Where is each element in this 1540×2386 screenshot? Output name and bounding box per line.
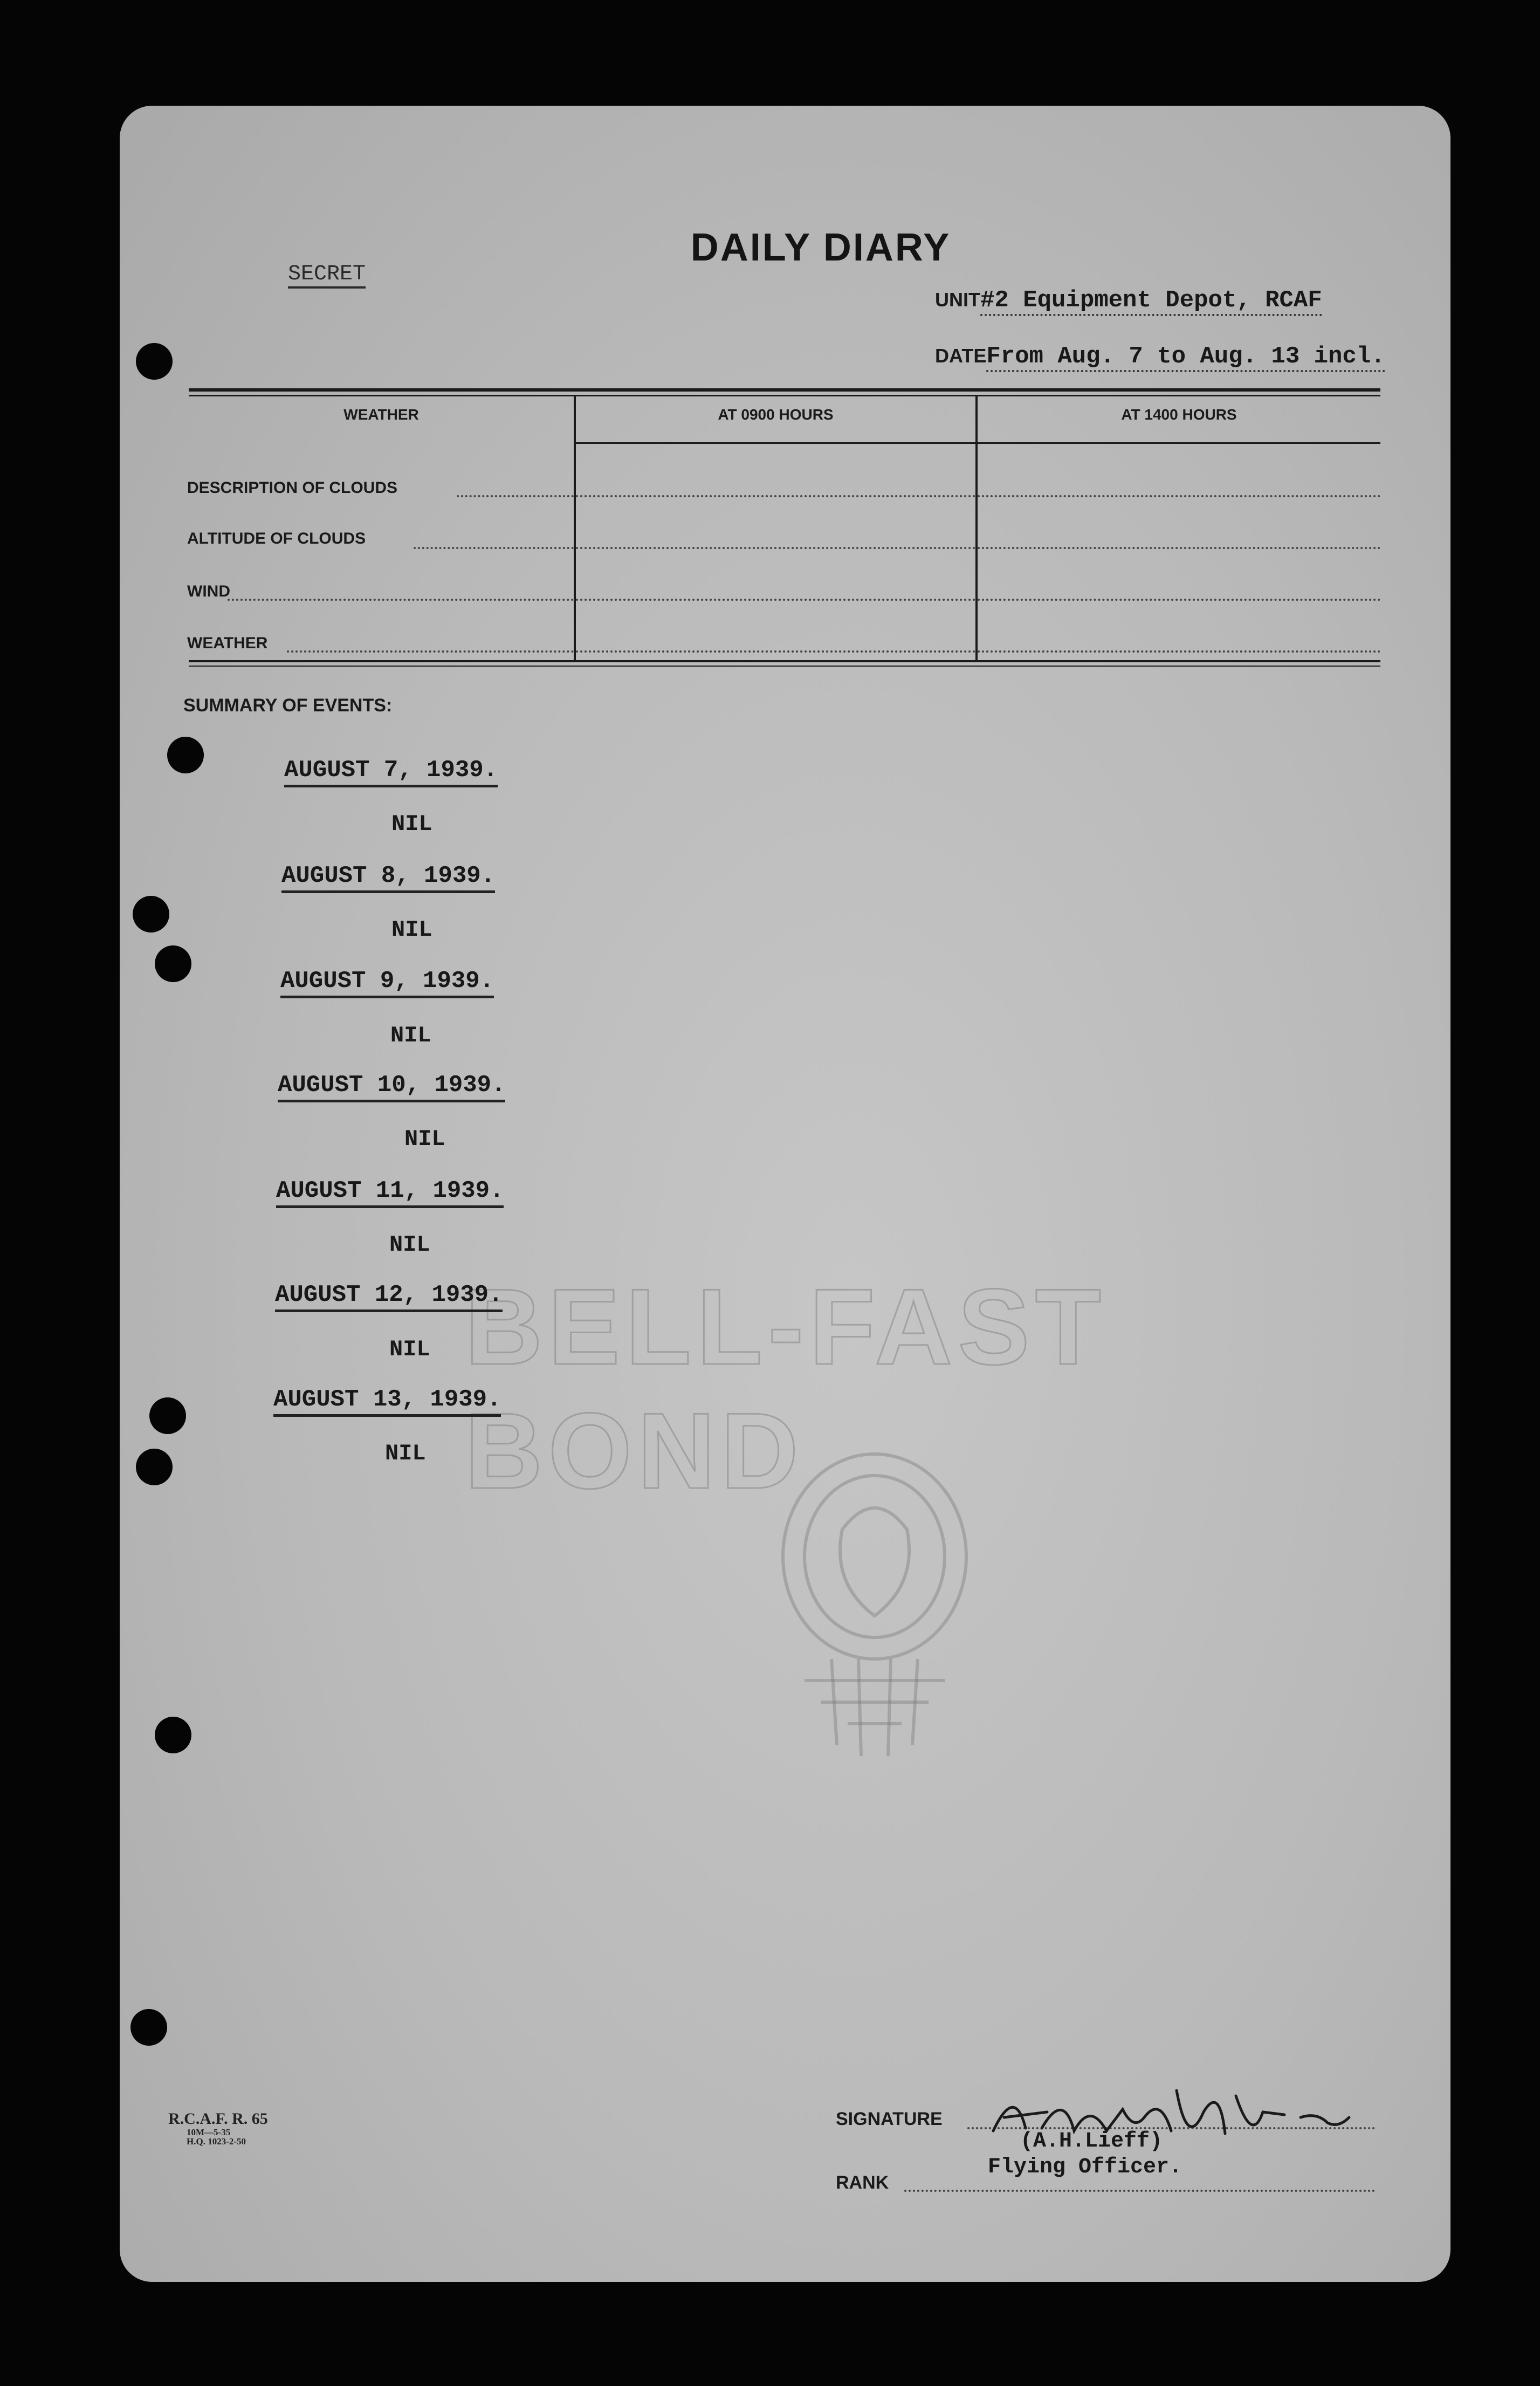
entry-text: NIL (391, 917, 432, 943)
entry-date: AUGUST 11, 1939. (276, 1177, 504, 1208)
entry-date: AUGUST 7, 1939. (284, 757, 498, 787)
row-leader (414, 547, 574, 549)
punch-hole (130, 2009, 167, 2046)
form-number-text: R.C.A.F. R. 65 (168, 2110, 268, 2128)
date-line (935, 343, 1385, 370)
date-value: From Aug. 7 to Aug. 13 incl. (986, 343, 1385, 372)
punch-hole (155, 1717, 191, 1753)
unit-line (935, 287, 1322, 314)
punch-hole (133, 896, 169, 933)
table-top-rule (189, 388, 1380, 392)
row-label-wind: WIND (187, 582, 230, 600)
entry-text: NIL (385, 1441, 426, 1466)
rank-line (904, 2190, 1375, 2192)
punch-hole (155, 945, 191, 982)
page-title: DAILY DIARY (690, 226, 951, 269)
row-label-description-of-clouds: DESCRIPTION OF CLOUDS (187, 479, 398, 497)
row-label-altitude-of-clouds: ALTITUDE OF CLOUDS (187, 530, 366, 547)
column-divider (574, 395, 576, 660)
column-header-0900: AT 0900 HOURS (718, 406, 834, 423)
punch-hole (149, 1397, 186, 1434)
cell-line-1400 (978, 650, 1380, 653)
rank-label: RANK (836, 2172, 889, 2193)
diary-page (120, 106, 1450, 2282)
classification-stamp: SECRET (288, 262, 366, 289)
entry-text: NIL (389, 1232, 430, 1258)
watermark-text: BELL-FAST BOND (465, 1267, 1106, 1511)
cell-line-1400 (978, 495, 1380, 497)
column-header-1400: AT 1400 HOURS (1121, 406, 1237, 423)
table-header-rule (576, 442, 975, 444)
form-number (168, 2110, 268, 2147)
punch-hole (136, 1449, 173, 1485)
table-top-rule-2 (189, 395, 1380, 396)
row-leader (228, 599, 574, 601)
cell-line-0900 (576, 650, 975, 653)
summary-heading: SUMMARY OF EVENTS: (183, 695, 393, 716)
entry-date: AUGUST 13, 1939. (273, 1386, 501, 1417)
form-print-line: 10M—5-35 (187, 2127, 231, 2137)
entry-date: AUGUST 12, 1939. (275, 1281, 503, 1312)
signature-typed-rank: Flying Officer. (988, 2155, 1182, 2179)
entry-text: NIL (391, 811, 432, 837)
entry-date: AUGUST 9, 1939. (280, 968, 494, 998)
cell-line-1400 (978, 599, 1380, 601)
cell-line-1400 (978, 547, 1380, 549)
entry-text: NIL (390, 1023, 431, 1048)
punch-hole (167, 737, 204, 773)
form-print-line: H.Q. 1023-2-50 (187, 2136, 246, 2147)
watermark-crest-icon (740, 1422, 1009, 1799)
table-bottom-rule-2 (189, 666, 1380, 667)
unit-value: #2 Equipment Depot, RCAF (980, 287, 1322, 316)
entry-date: AUGUST 10, 1939. (278, 1072, 505, 1102)
signature-typed-name: (A.H.Lieff) (1020, 2129, 1163, 2154)
column-divider (975, 395, 978, 660)
table-header-rule (978, 442, 1380, 444)
row-leader (287, 650, 574, 653)
table-bottom-rule (189, 660, 1380, 662)
unit-label: UNIT (935, 289, 980, 311)
entry-text: NIL (389, 1336, 430, 1362)
punch-hole (136, 343, 173, 380)
cell-line-0900 (576, 495, 975, 497)
cell-line-0900 (576, 547, 975, 549)
entry-text: NIL (404, 1126, 445, 1152)
entry-date: AUGUST 8, 1939. (281, 862, 495, 893)
row-label-weather: WEATHER (187, 634, 268, 652)
signature-label: SIGNATURE (836, 2109, 943, 2129)
row-leader (457, 495, 574, 497)
column-header-weather: WEATHER (343, 406, 419, 423)
cell-line-0900 (576, 599, 975, 601)
date-label: DATE (935, 345, 987, 367)
